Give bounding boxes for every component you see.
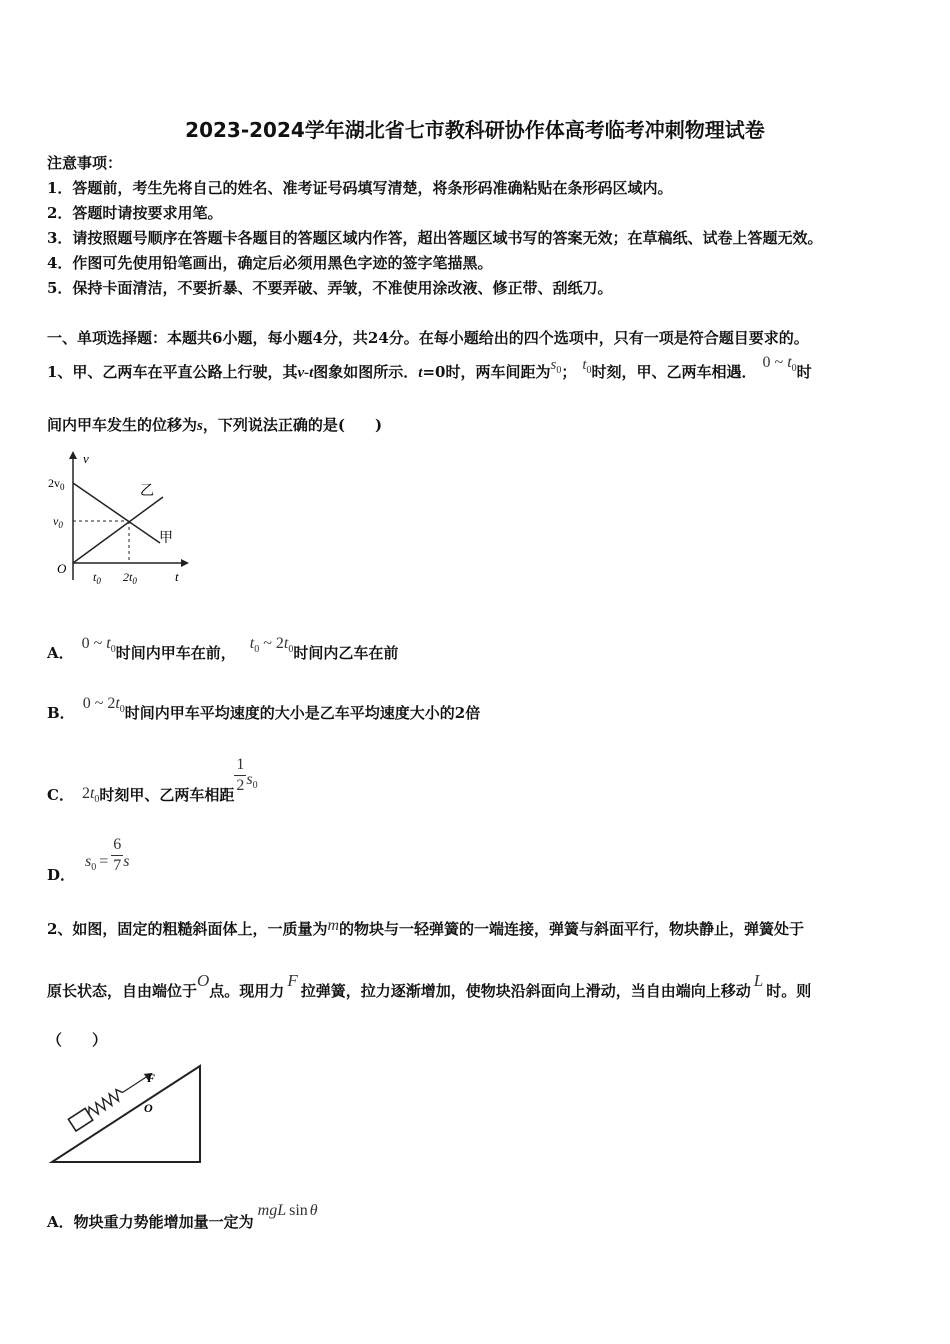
notice-item: 1．答题前，考生先将自己的姓名、准考证号码填写清楚，将条形码准确粘贴在条形码区域内。 bbox=[47, 179, 673, 197]
math-s: s bbox=[197, 418, 203, 434]
vt-graph bbox=[45, 445, 195, 590]
math-two: 2 bbox=[81, 784, 90, 802]
math-range: 0 ~ bbox=[82, 695, 108, 712]
q2-text: 原长状态，自由端位于 bbox=[47, 982, 198, 1000]
option-label: C． bbox=[47, 785, 74, 804]
q1-option-b[interactable] bbox=[47, 695, 481, 725]
math-range: 0 ~ bbox=[81, 635, 107, 652]
math-t: t bbox=[115, 695, 120, 712]
math-sub: 0 bbox=[791, 363, 797, 375]
block-spring bbox=[68, 1067, 156, 1131]
origin-label: O bbox=[57, 561, 67, 576]
option-label: A． bbox=[47, 1213, 74, 1231]
line-yi bbox=[73, 497, 163, 563]
math-t: t bbox=[582, 357, 587, 373]
q2-text: 点。现用力 bbox=[209, 982, 285, 1000]
q1-option-a[interactable] bbox=[47, 635, 399, 665]
math-sub: 0 bbox=[91, 861, 97, 873]
incline-triangle bbox=[52, 1066, 200, 1162]
q2-stem-line2 bbox=[47, 971, 812, 1001]
force-line bbox=[123, 1075, 150, 1092]
math-O: O bbox=[197, 971, 210, 990]
point-O-label: O bbox=[144, 1101, 153, 1115]
fraction-half: $\frac{1}{2}$ bbox=[236, 756, 245, 794]
math-t: t bbox=[787, 354, 792, 371]
q2-text: 的物块与一轻弹簧的一端连接，弹簧与斜面平行，物块静止，弹簧处于 bbox=[339, 920, 805, 938]
tick-t0: $t_0$ bbox=[93, 570, 101, 586]
math-sub: 0 bbox=[110, 644, 116, 656]
q2-text: 拉弹簧，拉力逐渐增加，使物块沿斜面向上滑动，当自由端向上移动 bbox=[300, 982, 751, 1000]
math-two: 2 bbox=[107, 695, 116, 712]
x-axis-arrow bbox=[181, 559, 189, 567]
x-axis-label: t bbox=[175, 569, 179, 584]
math-sub: 0 bbox=[254, 644, 260, 656]
math-t: t bbox=[249, 635, 255, 652]
option-label: D． bbox=[47, 865, 76, 884]
math-m: m bbox=[327, 917, 340, 934]
math-range: ~ bbox=[259, 635, 276, 652]
math-range: 0 ~ bbox=[762, 354, 788, 371]
q1-option-d[interactable] bbox=[47, 835, 130, 884]
q1-text: 时 bbox=[796, 363, 812, 381]
q1-text: 间内甲车发生的位移为 bbox=[47, 416, 198, 434]
q1-stem-line2 bbox=[47, 414, 382, 435]
tick-2t0: $2t_0$ bbox=[123, 570, 137, 586]
math-s: s bbox=[85, 852, 92, 870]
option-text: 时间内乙车在前 bbox=[293, 644, 399, 662]
math-sub: 0 bbox=[586, 365, 592, 376]
label-yi: 乙 bbox=[140, 484, 154, 499]
y-axis-label: v bbox=[83, 451, 89, 466]
q1-text: ，下列说法正确的是( ) bbox=[202, 416, 383, 434]
option-text: 时刻甲、乙两车相距 bbox=[99, 785, 235, 804]
q2-text: 时。则 bbox=[766, 982, 812, 1000]
q2-answer-paren: （ ） bbox=[47, 1031, 108, 1049]
math-F: F bbox=[287, 971, 298, 990]
q1-text: 1、甲、乙两车在平直公路上行驶，其 bbox=[47, 363, 298, 381]
q1-stem-line1 bbox=[47, 354, 812, 384]
q1-text: =0时，两车间距为 bbox=[422, 363, 551, 381]
q2-text: 2、如图，固定的粗糙斜面体上，一质量为 bbox=[47, 920, 328, 938]
notice-heading: 注意事项： bbox=[47, 154, 123, 172]
q1-option-c[interactable] bbox=[47, 755, 258, 805]
tick-v0: $v_0$ bbox=[53, 514, 63, 530]
tick-2v0: $2v_0$ bbox=[48, 476, 65, 492]
option-text: 时间内甲车在前， bbox=[115, 644, 236, 662]
math-sin: sin bbox=[289, 1202, 308, 1219]
notice-item: 5．保持卡面清洁，不要折暴、不要弄破、弄皱，不准使用涂改液、修正带、刮纸刀。 bbox=[47, 279, 613, 297]
force-label: F bbox=[147, 1071, 156, 1085]
incline-figure bbox=[48, 1060, 208, 1168]
math-s: s bbox=[550, 357, 557, 373]
notice-item: 3．请按照题号顺序在答题卡各题目的答题区域内作答，超出答题区域书写的答案无效；在草稿纸、试卷上答题无效。 bbox=[47, 229, 823, 247]
notice-item: 4．作图可先使用铅笔画出，确定后必须用黑色字迹的签字笔描黑。 bbox=[47, 254, 493, 272]
math-t: t bbox=[283, 635, 289, 652]
option-label: B． bbox=[47, 704, 75, 722]
option-text: 时间内甲车平均速度的大小是乙车平均速度大小的2倍 bbox=[124, 704, 481, 722]
q2-stem-line1 bbox=[47, 918, 804, 939]
math-theta: θ bbox=[309, 1202, 318, 1219]
page-title: 2023-2024学年湖北省七市教科研协作体高考临考冲刺物理试卷 bbox=[185, 118, 765, 142]
math-sub: 0 bbox=[119, 704, 125, 716]
math-eq: = bbox=[99, 852, 109, 870]
math-s: s bbox=[123, 852, 130, 870]
math-two: 2 bbox=[275, 635, 284, 652]
notice-item: 2．答题时请按要求用笔。 bbox=[47, 204, 223, 222]
q1-text: ； bbox=[561, 363, 577, 381]
option-label: A． bbox=[47, 644, 74, 662]
math-sub: 0 bbox=[94, 793, 100, 805]
math-s: s bbox=[246, 770, 253, 788]
y-axis-arrow bbox=[69, 451, 77, 459]
math-sub: 0 bbox=[556, 365, 562, 376]
fraction-six-sevenths: $\frac{6}{7}$ bbox=[113, 836, 122, 874]
section-heading: 一、单项选择题：本题共6小题，每小题4分，共24分。在每小题给出的四个选项中，只有一项是符合题目要求的。 bbox=[47, 329, 809, 347]
math-t: t bbox=[106, 635, 111, 652]
math-t: t bbox=[89, 784, 95, 802]
math-sub: 0 bbox=[252, 779, 258, 791]
q1-text: 时刻，甲、乙两车相遇． bbox=[591, 363, 757, 381]
q1-vt: v-t bbox=[297, 365, 314, 381]
q1-text: 图象如图所示． bbox=[313, 363, 419, 381]
q1-t: t bbox=[418, 365, 423, 381]
spring bbox=[86, 1087, 126, 1118]
label-jia: 甲 bbox=[159, 531, 173, 546]
math-mgL: mgL bbox=[257, 1202, 287, 1219]
math-sub: 0 bbox=[288, 644, 294, 656]
q2-option-a[interactable] bbox=[47, 1202, 318, 1232]
option-text: 物块重力势能增加量一定为 bbox=[73, 1213, 254, 1231]
math-L: L bbox=[753, 971, 764, 990]
